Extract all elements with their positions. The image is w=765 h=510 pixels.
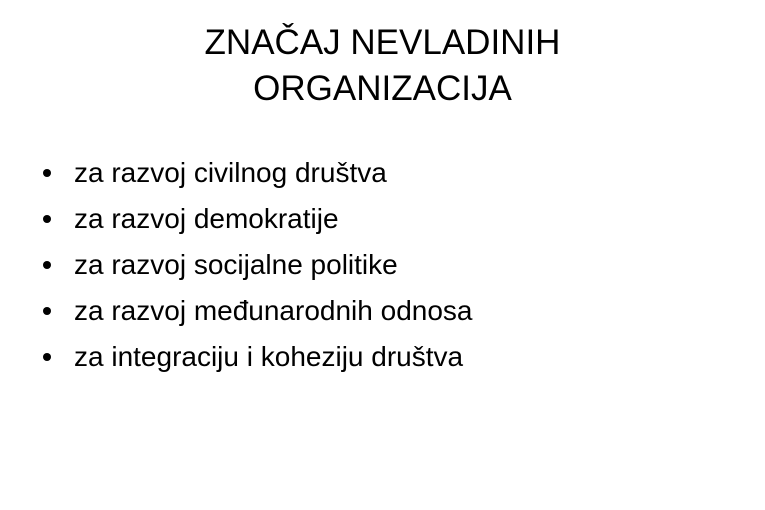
bullet-item: [40, 242, 472, 288]
bullet-item: [40, 196, 472, 242]
title-line-2: ORGANIZACIJA: [253, 69, 512, 108]
bullet-dot-icon: [43, 261, 51, 269]
bullet-dot-icon: [43, 169, 51, 177]
bullet-item: [40, 150, 472, 196]
title-line-1: ZNAČAJ NEVLADINIH: [204, 23, 561, 62]
bullet-dot-icon: [43, 307, 51, 315]
bullet-dot-icon: [43, 353, 51, 361]
bullet-text: za razvoj socijalne politike: [74, 249, 398, 280]
bullet-list: [40, 150, 472, 380]
bullet-text: za razvoj međunarodnih odnosa: [74, 295, 473, 326]
bullet-dot-icon: [43, 215, 51, 223]
bullet-text: za razvoj demokratije: [74, 203, 339, 234]
bullet-item: [40, 288, 472, 334]
bullet-item: [40, 334, 472, 380]
slide-title: [0, 20, 765, 112]
bullet-text: za razvoj civilnog društva: [74, 157, 387, 188]
bullet-text: za integraciju i koheziju društva: [74, 341, 464, 372]
